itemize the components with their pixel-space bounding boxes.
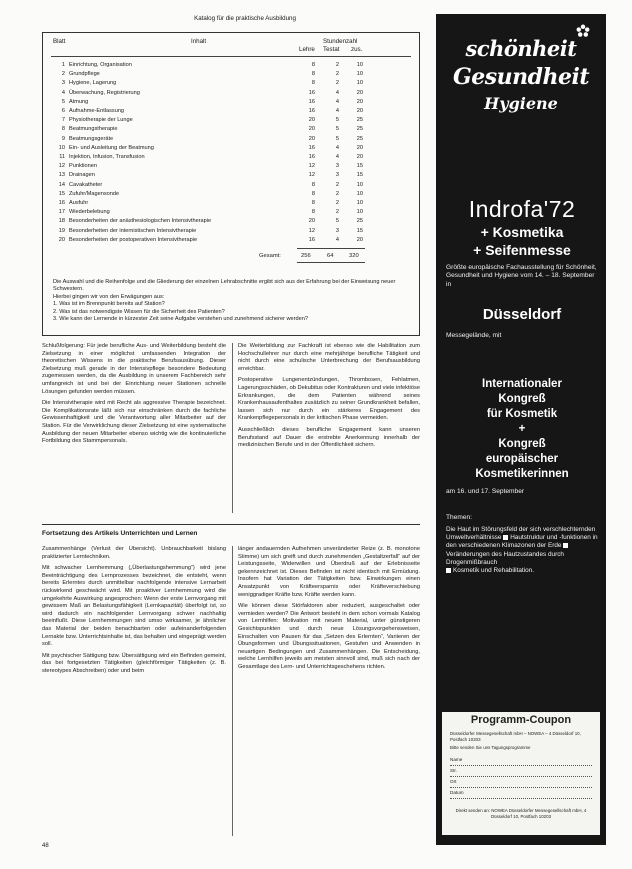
paragraph: Mit schwacher Lernhemmung („Überlastungshemmung“) wird jene Beeinträchtigung des Lernprozesses bezeichnet, die entsteht, wenn bereits Erlerntes durch unmittelbar nachfolgende intensive Lernarbeit rückwirkend geschwächt wird. Mit proaktiver Lernhemmung wird die umgekehrte Auswirkung angesprochen: Wenn der erste Lernvorgang mit gewissem Maß an Belastungsfähigkeit (Lernkapazität) überfolgt ist, so wird dadurch ein nachfolgender Lernvorgang schwer nachhaltig beeinflußt. Diese Lernhemmungen sind umso wirksamer, je ähnlicher das Material der beiden benachbarten oder aufeinanderfolgenden Lernakte bzw. Unterrichtsinhalte ist, das behalten und eingeprägt werden soll. <box>42 565 226 648</box>
head-stundenzahl: Stundenzahl <box>323 38 358 45</box>
upper-left-column <box>42 343 226 513</box>
row-number: 15 <box>58 190 65 197</box>
fair-description: Größte europäische Fachausstellung für Schönheit, Gesundheit und Hygiene vom 14. – 18. September in <box>446 264 597 288</box>
themen-label: Themen: <box>446 514 473 521</box>
row-topic: Beatmungsgeräte <box>69 135 114 142</box>
row-number: 8 <box>61 126 65 133</box>
row-zus: 20 <box>356 144 363 151</box>
congress-dates: am 16. und 17. September <box>446 488 525 495</box>
row-lehre: 20 <box>308 218 315 225</box>
row-testat: 4 <box>335 89 339 96</box>
row-testat: 2 <box>335 200 339 206</box>
row-topic: Hygiene, Lagerung <box>69 80 117 87</box>
coupon-request: Bitte senden Sie uns Tagungsprogramme <box>450 745 531 750</box>
catalog-row <box>43 125 421 133</box>
row-number: 14 <box>58 181 65 188</box>
themen-item: Kosmetik und Rehabilitation. <box>453 567 534 575</box>
brand-schoenheit: schönheit <box>465 36 577 61</box>
row-lehre: 20 <box>308 135 315 142</box>
row-testat: 4 <box>335 144 339 151</box>
coupon-city-field[interactable]: Ort <box>450 779 592 788</box>
row-topic: Injektion, Infusion, Transfusion <box>69 154 145 160</box>
themen-intro: Die Haut im Störungsfeld der sich verschlechternden Umweltverhältnisse <box>446 526 596 542</box>
advertisement <box>436 14 606 845</box>
row-number: 16 <box>58 200 65 206</box>
row-lehre: 16 <box>308 98 315 105</box>
congress-line-5: europäischer <box>485 453 559 465</box>
row-testat: 2 <box>335 181 339 188</box>
row-zus: 15 <box>356 163 363 170</box>
bullet-square-icon <box>446 568 451 573</box>
row-testat: 3 <box>335 172 339 179</box>
themen-list <box>446 526 598 575</box>
catalog-row <box>43 153 421 161</box>
row-lehre: 20 <box>308 117 315 124</box>
head-inhalt: Inhalt <box>191 38 207 45</box>
paragraph: Die Weiterbildung zur Fachkraft ist ebenso wie die Habilitation zum Hochschullehrer nur durch eine mehrjährige berufliche Tätigkeit und nicht durch eine schulische Unterbrechung der Berufsausbildung erreichbar. <box>238 343 420 372</box>
row-number: 5 <box>61 98 65 105</box>
row-topic: Besonderheiten der internistischen Intensivtherapie <box>69 227 197 234</box>
note-paragraph: Die Auswahl und die Reihenfolge und die Gliederung der einzelnen Lehrabschnitte ergibt sich aus der Erfahrung bei der Einweisung neuer Schwestern. <box>53 279 396 293</box>
row-topic: Ausfuhr <box>69 200 89 206</box>
row-testat: 2 <box>335 209 339 216</box>
row-topic: Ein- und Ausleitung der Beatmung <box>69 144 154 151</box>
row-topic: Zufuhr/Magensonde <box>69 190 120 197</box>
row-testat: 4 <box>335 236 339 243</box>
row-zus: 10 <box>356 181 363 188</box>
row-zus: 15 <box>356 172 363 179</box>
note-question-3: 3. Wie kann der Lernende in kürzester Zeit seine Aufgabe verstehen und zunehmend sicherer werden? <box>53 316 308 323</box>
total-rule <box>297 248 365 249</box>
coupon-footer: Direkt senden an: NOWEA Düsseldorfer Messegesellschaft mbH, 4 Düsseldorf 10, Postfach 10203 <box>455 808 587 819</box>
note-intro: Hierbei gingen wir von den Erwägungen aus: <box>53 293 165 300</box>
fair-line-2: + Seifenmesse <box>473 242 571 258</box>
coupon-title: Programm-Coupon <box>470 714 572 726</box>
paragraph: Schlußfolgerung: Für jede berufliche Aus- und Weiterbildung besteht die Zielsetzung in einer möglichst umfassenden Integration der theoretischen Wissens in die praktische Berufsausübung. Dieser Zielsetzung muß gerade in der Intensivpflege besondere Bedeutung zugemessen werden, da die Ausbildung in unserem Fachbereich sehr umfangreich ist und bei der Einrichtung neuer Stationen schnelle Lösungen gefunden werden müssen. <box>42 343 226 395</box>
row-testat: 4 <box>335 108 339 114</box>
total-lehre: 256 <box>301 253 311 259</box>
brand-gesundheit: Gesundheit <box>452 64 590 90</box>
row-lehre: 16 <box>308 108 315 114</box>
catalog-row <box>43 144 421 152</box>
row-testat: 2 <box>335 80 339 87</box>
row-zus: 10 <box>356 80 363 87</box>
congress-line-4: Kongreß <box>498 438 546 450</box>
note-question-2: 2. Was ist das notwendigste Wissen für die Sicherheit des Patienten? <box>53 308 225 315</box>
total-testat: 64 <box>327 253 334 259</box>
paragraph: Zusammenhänge (Verlust der Übersicht). Unbrauchbarkeit bislang praktizierter Lerntechniken. <box>42 546 226 560</box>
row-number: 12 <box>58 163 65 170</box>
row-lehre: 8 <box>311 62 315 68</box>
catalog-title: Katalog für die praktische Ausbildung <box>194 15 296 22</box>
row-testat: 5 <box>335 117 339 124</box>
row-topic: Überwachung, Registrierung <box>69 89 140 96</box>
row-testat: 2 <box>335 190 339 197</box>
row-lehre: 16 <box>308 154 315 160</box>
row-zus: 20 <box>356 98 363 105</box>
row-testat: 4 <box>335 154 339 160</box>
note-question-1: 1. Was ist im Brennpunkt bereits auf Station? <box>53 301 165 308</box>
coupon-address: Düsseldorfer Messegesellschaft mbH – NOWEA – 4 Düsseldorf 10, Postfach 10203 <box>450 731 581 742</box>
catalog-row <box>43 217 421 225</box>
paragraph: länger andauernden Aufnehmen unveränderter Reize (z. B. monotone Stimme) um sich greift und durch zunehmenden „Gestaltzerfall“ auf der Leistungsseite, Widerwillen und Überdruß auf der Erlebnisseite gekennzeichnet ist. Dieses Befinden ist nicht identisch mit Ermüdung. Insofern hat Variation der Tätigkeiten bzw. Einwirkungen einen Ansatzpunkt von Kräfteersparnis oder Kräfteverschiebung weniggradiger Kräfte bzw. Kräfte werden kann. <box>238 546 420 598</box>
row-zus: 20 <box>356 154 363 160</box>
row-testat: 2 <box>335 62 339 68</box>
row-testat: 4 <box>335 98 339 105</box>
row-number: 3 <box>61 80 65 87</box>
catalog-row <box>43 107 421 115</box>
catalog-row <box>43 227 421 235</box>
congress-line-6: Kosmetikerinnen <box>475 468 569 480</box>
row-lehre: 16 <box>308 89 315 96</box>
row-testat: 5 <box>335 218 339 225</box>
row-topic: Beatmungstherapie <box>69 126 118 133</box>
row-zus: 20 <box>356 108 363 114</box>
fair-line-1: + Kosmetika <box>480 224 564 240</box>
themen-item: Veränderungen des Hautzustandes durch Drogenmißbrauch <box>446 550 564 566</box>
bullet-square-icon <box>563 543 568 548</box>
row-lehre: 20 <box>308 126 315 133</box>
lower-left-column <box>42 546 226 836</box>
row-number: 18 <box>58 218 65 225</box>
coupon-street-field[interactable]: Str. <box>450 768 592 777</box>
row-number: 11 <box>59 154 65 160</box>
page-number: 48 <box>42 843 49 849</box>
row-zus: 10 <box>356 209 363 216</box>
catalog-row <box>43 70 421 78</box>
row-number: 6 <box>61 108 65 114</box>
row-number: 13 <box>58 172 65 179</box>
header-rule <box>51 56 411 57</box>
row-topic: Cavakatheter <box>69 181 103 188</box>
total-label: Gesamt: <box>259 253 281 259</box>
row-zus: 20 <box>356 236 363 243</box>
head-testat: Testat <box>323 46 340 53</box>
brand-hygiene: Hygiene <box>484 94 558 113</box>
fair-city: Düsseldorf <box>482 306 562 323</box>
catalog-row <box>43 162 421 170</box>
paragraph: Ausschließlich dieses berufliche Engagement kann unseren Berufsstand auf Dauer die erstrebte Anerkennung innerhalb der medizinischen Berufe und in der Öffentlichkeit sichern. <box>238 426 420 449</box>
row-topic: Wiederbelebung <box>69 209 110 216</box>
row-lehre: 8 <box>311 71 315 78</box>
row-number: 19 <box>58 227 65 234</box>
column-divider <box>232 343 233 513</box>
row-topic: Grundpflege <box>69 71 100 78</box>
section-rule <box>42 524 420 525</box>
catalog-row <box>43 89 421 97</box>
row-topic: Atmung <box>69 98 89 105</box>
row-number: 20 <box>58 236 65 243</box>
row-number: 9 <box>61 135 65 142</box>
row-testat: 5 <box>335 135 339 142</box>
row-lehre: 16 <box>308 236 315 243</box>
themen-item: Hautstruktur und -funktionen in den verschiedenen Klimazonen der Erde <box>446 534 598 550</box>
row-topic: Punktionen <box>69 163 97 170</box>
catalog-row <box>43 199 421 207</box>
row-zus: 25 <box>356 135 363 142</box>
bullet-square-icon <box>503 535 508 540</box>
fair-venue: Messegelände, mit <box>446 332 502 339</box>
row-lehre: 12 <box>308 172 315 179</box>
catalog-row <box>43 116 421 124</box>
catalog-row <box>43 61 421 69</box>
row-number: 1 <box>61 62 65 68</box>
paragraph: Postoperative Lungenentzündungen, Thrombosen, Fehlatmen, Lagerungsschäden, ob Dekubitus oder Kontrakturen und viele infektiöse Erkrankungen, die dem Patienten während seines Krankenhausaufenthaltes zusätzlich zu seiner Grundkrankheit befallen, lassen sich nur durch ein stärkeres Engagement des Krankenpflegepersonals in der kritischen Phase vermeiden. <box>238 377 420 422</box>
fair-name: Indrofa'72 <box>468 196 576 222</box>
row-lehre: 8 <box>311 181 315 188</box>
catalog-note <box>53 279 409 323</box>
catalog-row <box>43 171 421 179</box>
coupon-name-field[interactable]: Name <box>450 757 592 766</box>
row-topic: Physiotherapie der Lunge <box>69 117 133 124</box>
catalog-row <box>43 236 421 244</box>
row-testat: 5 <box>335 126 339 133</box>
catalog-table <box>42 32 420 336</box>
section-title: Fortsetzung des Artikels Unterrichten und Lernen <box>42 530 198 537</box>
congress-line-2: Kongreß <box>498 393 546 405</box>
program-coupon[interactable] <box>442 712 600 835</box>
row-topic: Drainagen <box>69 172 95 179</box>
row-testat: 3 <box>335 227 339 234</box>
total-double-rule <box>297 262 365 263</box>
row-lehre: 8 <box>311 190 315 197</box>
catalog-row <box>43 190 421 198</box>
row-lehre: 12 <box>308 227 315 234</box>
catalog-row <box>43 79 421 87</box>
catalog-row <box>43 135 421 143</box>
row-zus: 25 <box>356 126 363 133</box>
catalog-row <box>43 98 421 106</box>
row-lehre: 12 <box>308 163 315 170</box>
row-topic: Aufnahme-Entlassung <box>69 108 125 114</box>
row-zus: 10 <box>356 62 363 68</box>
row-zus: 25 <box>356 218 363 225</box>
row-zus: 10 <box>356 200 363 206</box>
total-zus: 320 <box>349 253 359 259</box>
catalog-row <box>43 208 421 216</box>
row-number: 4 <box>61 89 65 96</box>
head-zus: zus. <box>351 46 363 53</box>
upper-right-column <box>238 343 420 513</box>
head-blatt: Blatt <box>53 38 66 45</box>
lower-right-column <box>238 546 420 836</box>
catalog-row <box>43 181 421 189</box>
row-lehre: 8 <box>311 209 315 216</box>
row-zus: 15 <box>356 227 363 234</box>
row-number: 17 <box>58 209 65 216</box>
row-lehre: 16 <box>308 144 315 151</box>
row-number: 2 <box>61 71 65 78</box>
row-zus: 20 <box>356 89 363 96</box>
row-zus: 10 <box>356 190 363 197</box>
row-number: 7 <box>61 117 65 124</box>
row-topic: Besonderheiten der postoperativen Intensivtherapie <box>69 236 198 243</box>
row-lehre: 8 <box>311 200 315 206</box>
paragraph: Mit psychischer Sättigung bzw. Übersättigung wird ein Befinden gemeint, das bei fortgesetzten Tätigkeiten (gleichförmiger Tätigkeiten (z. B. stereotypes Abschreiben) oder und beim <box>42 652 226 674</box>
column-divider <box>232 546 233 836</box>
row-zus: 25 <box>356 117 363 124</box>
paragraph: Die Intensivtherapie wird mit Recht als aggressive Therapie bezeichnet. Die Komplikationsrate läßt sich nur einschränken durch die fachliche Gewissenhaftigkeit und die Verantwortung aller Mitarbeiter auf der Station. Für die Verwirklichung dieser Zielsetzung ist eine systematische Ausbildung der neuen Mitarbeiter ebenso wichtig wie die kontinuierliche Fortbildung des Stammpersonals. <box>42 400 226 445</box>
row-zus: 10 <box>356 71 363 78</box>
row-testat: 2 <box>335 71 339 78</box>
congress-line-1: Internationaler <box>482 378 562 390</box>
row-topic: Einrichtung, Organisation <box>69 62 132 68</box>
coupon-date-field[interactable]: Datum <box>450 790 592 799</box>
row-testat: 3 <box>335 163 339 170</box>
congress-line-3: für Kosmetik <box>486 408 558 420</box>
congress-plus: + <box>518 423 526 435</box>
row-number: 10 <box>58 144 65 151</box>
paragraph: Wie können diese Störfaktoren aber reduziert, ausgeschaltet oder vermieden werden? Die Antwort besteht in dem schon vormals Katalog von Lernhilfen: Motivation mit neuem Material, unter günstigeren Gesichtspunkten und durch neue Lösungsvorgehensweisen, Einschalten von Pausen für das „Setzen des Erlernten“, Variieren der Übungsformen und Übungssituationen, Gestufen und Anwenden in neuartigen Bedingungen und Zusammenhängen. Die Entscheidung, welche Lernhilfen jeweils am meisten sinnvoll sind, muß sich nach der Gesamtlage des Lern- und Unterrichtsgeschehens richten. <box>238 603 420 670</box>
row-lehre: 8 <box>311 80 315 87</box>
row-topic: Besonderheiten der anästhesiologischen Intensivtherapie <box>69 218 212 225</box>
head-lehre: Lehre <box>299 46 315 53</box>
